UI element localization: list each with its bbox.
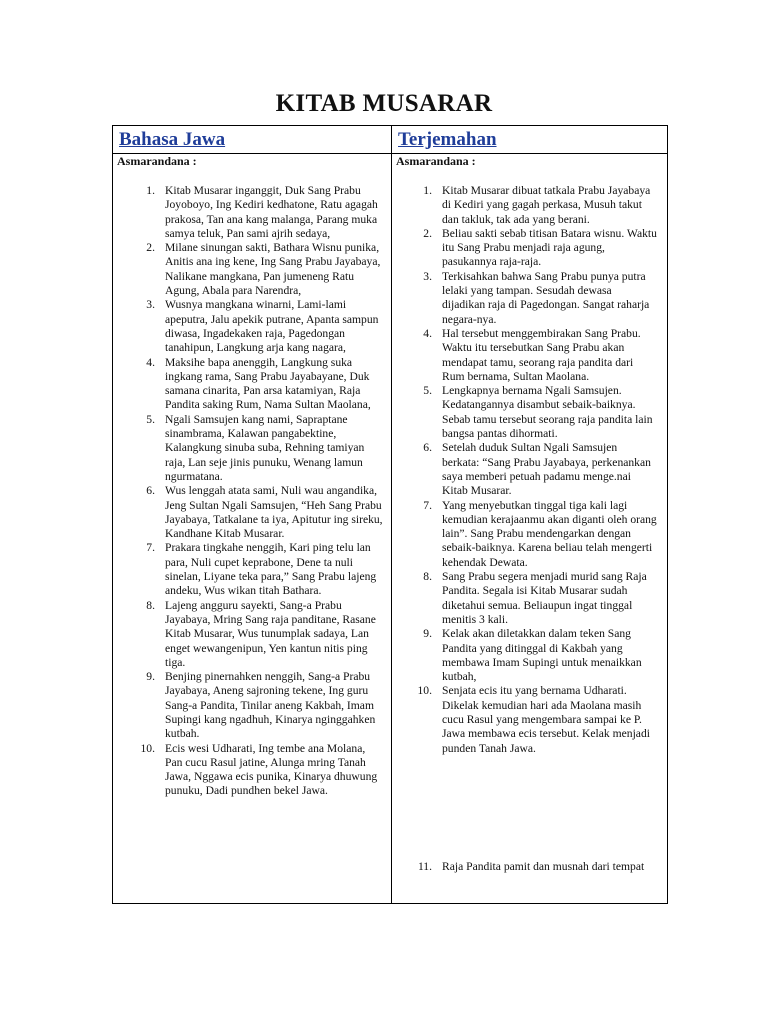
verse-number: 3.	[146, 298, 155, 312]
verse-item	[113, 184, 391, 241]
verse-number: 2.	[146, 241, 155, 255]
verse-item	[392, 441, 667, 498]
verse-item	[392, 227, 667, 270]
translation-column-header: Terjemahan	[398, 129, 497, 150]
verse-text: Milane sinungan sakti, Bathara Wisnu punika, Anitis ana ing kene, Ing Sang Prabu Jayabaya, Nalikane mangkana, Pan jumeneng Ratu Agung, Abala para Narendra,	[165, 241, 381, 298]
javanese-column-header: Bahasa Jawa	[119, 129, 226, 150]
verse-text: Kelak akan diletakkan dalam teken Sang Pandita yang ditinggal di Kakbah yang membawa Imam Supingi untuk menaikkan kutbah,	[442, 627, 642, 684]
verse-text: Ngali Samsujen kang nami, Sapraptane sinambrama, Kalawan pangabektine, Kalangkung sinuba suba, Rehning tamiyan raja, Lan seje jinis punuku, Wenang lamun ngurmatana.	[165, 412, 365, 483]
verse-text: Lajeng angguru sayekti, Sang-a Prabu Jayabaya, Mring Sang raja panditane, Rasane Kitab Musarar, Wus tunumplak sadaya, Lan enget wewangenipun, Yen kantun nitis ping tiga.	[165, 598, 376, 669]
verse-item	[392, 684, 667, 755]
verse-number: 3.	[423, 269, 432, 283]
verse-number: 5.	[146, 412, 155, 426]
verse-number: 11.	[417, 859, 432, 873]
verse-text: Lengkapnya bernama Ngali Samsujen. Kedatangannya disambut sebaik-baiknya. Sebab tamu tersebut seorang raja pandita lain bangsa pantas dihormati.	[442, 384, 653, 441]
verse-item	[392, 627, 667, 684]
verse-number: 8.	[423, 570, 432, 584]
verse-item	[113, 670, 391, 741]
verse-text: Maksihe bapa anenggih, Langkung suka ingkang rama, Sang Prabu Jayabayane, Duk samana cinarita, Pan arsa katamiyan, Raja Pandita saking Rum, Nama Sultan Maolana,	[165, 355, 371, 412]
verse-item	[392, 860, 667, 874]
verse-text: Terkisahkan bahwa Sang Prabu punya putra lelaki yang tampan. Sesudah dewasa dijadikan raja di Pagedongan. Sangat raharja negara-nya.	[442, 269, 650, 326]
javanese-stanza-label: Asmarandana :	[117, 154, 197, 168]
verse-item	[392, 570, 667, 627]
translation-verse-list	[392, 184, 667, 874]
verse-number: 9.	[146, 670, 155, 684]
verse-text: Senjata ecis itu yang bernama Udharati. Dikelak kemudian hari ada Maolana masih cucu Rasul yang mengembara sampai ke P. Jawa membawa ecis tersebut. Kelak menjadi punden Tanah Jawa.	[442, 684, 650, 755]
translation-table	[112, 125, 668, 904]
verse-number: 1.	[146, 184, 155, 197]
javanese-verse-list	[113, 184, 391, 799]
verse-number: 1.	[423, 184, 432, 197]
verse-number: 6.	[146, 484, 155, 498]
verse-item	[392, 499, 667, 570]
verse-item	[113, 599, 391, 670]
verse-item	[392, 384, 667, 441]
verse-item	[113, 356, 391, 413]
javanese-column	[113, 126, 391, 903]
verse-text: Wus lenggah atata sami, Nuli wau angandika, Jeng Sultan Ngali Samsujen, “Heh Sang Prabu Jayabaya, Tatkalane ta iya, Apitutur ing sireku, Kandhane Kitab Musarar.	[165, 484, 383, 541]
verse-number: 9.	[423, 627, 432, 641]
verse-text: Kitab Musarar dibuat tatkala Prabu Jayabaya di Kediri yang gagah perkasa, Musuh takut dan takluk, tak ada yang berani.	[442, 184, 651, 226]
translation-column	[392, 126, 667, 903]
verse-number: 7.	[146, 541, 155, 555]
verse-text: Kitab Musarar inganggit, Duk Sang Prabu Joyoboyo, Ing Kediri kedhatone, Ratu agagah prakosa, Tan ana kang malanga, Parang muka samya teluk, Pan sami ajrih sedaya,	[165, 184, 378, 240]
verse-item	[113, 413, 391, 484]
translation-stanza-label: Asmarandana :	[396, 154, 476, 168]
verse-number: 2.	[423, 226, 432, 240]
verse-number: 7.	[423, 498, 432, 512]
page-title: KITAB MUSARAR	[275, 90, 493, 117]
verse-item	[113, 541, 391, 598]
verse-number: 10.	[140, 741, 155, 755]
verse-item	[113, 241, 391, 298]
verse-item	[392, 327, 667, 384]
verse-number: 4.	[423, 326, 432, 340]
verse-text: Prakara tingkahe nenggih, Kari ping telu lan para, Nuli cupet keprabone, Dene ta nuli sinelan, Liyane teka para,” Sang Prabu lajeng andeku, Wus wikan titah Bathara.	[165, 541, 377, 598]
verse-item	[113, 742, 391, 799]
verse-text: Beliau sakti sebab titisan Batara wisnu. Waktu itu Sang Prabu menjadi raja agung, pasukannya raja-raja.	[442, 226, 657, 269]
verse-item	[113, 484, 391, 541]
verse-text: Raja Pandita pamit dan musnah dari tempat	[442, 859, 645, 873]
verse-text: Sang Prabu segera menjadi murid sang Raja Pandita. Segala isi Kitab Musarar sudah diketahui semua. Beliaupun ingat tinggal menitis 3 kali.	[442, 570, 647, 626]
verse-text: Wusnya mangkana winarni, Lami-lami apeputra, Jalu apekik putrane, Apanta sampun diwasa, Ingadekaken raja, Pagedongan tanahipun, Langkung arja kang nagara,	[165, 298, 379, 355]
verse-text: Setelah duduk Sultan Ngali Samsujen berkata: “Sang Prabu Jayabaya, perkenankan saya memberi petuah padamu menge.nai Kitab Musarar.	[442, 441, 651, 498]
verse-item	[113, 298, 391, 355]
verse-number: 10.	[417, 684, 432, 698]
verse-item	[392, 270, 667, 327]
verse-number: 6.	[423, 441, 432, 455]
verse-text: Ecis wesi Udharati, Ing tembe ana Molana, Pan cucu Rasul jatine, Alunga mring Tanah Jawa, Nggawa ecis punika, Kinarya dhuwung punuku, Dadi pundhen bekel Jawa.	[165, 741, 378, 798]
verse-item	[392, 184, 667, 227]
verse-number: 8.	[146, 598, 155, 612]
verse-text: Benjing pinernahken nenggih, Sang-a Prabu Jayabaya, Aneng sajroning tekene, Ing guru Sang-a Pandita, Tinilar aneng Kakbah, Imam Supingi kang ngadhuh, Kinarya nginggahken kutbah.	[165, 670, 376, 741]
verse-text: Hal tersebut menggembirakan Sang Prabu. Waktu itu tersebutkan Sang Prabu akan mendapat tamu, seorang raja pandita dari Rum bernama, Sultan Maolana.	[442, 326, 641, 383]
verse-text: Yang menyebutkan tinggal tiga kali lagi kemudian kerajaanmu akan diganti oleh orang lain”. Sang Prabu mendengarkan dengan sebaik-baiknya. Karena beliau telah mengerti kehendak Dewata.	[442, 498, 657, 569]
verse-number: 4.	[146, 355, 155, 369]
verse-number: 5.	[423, 384, 432, 398]
